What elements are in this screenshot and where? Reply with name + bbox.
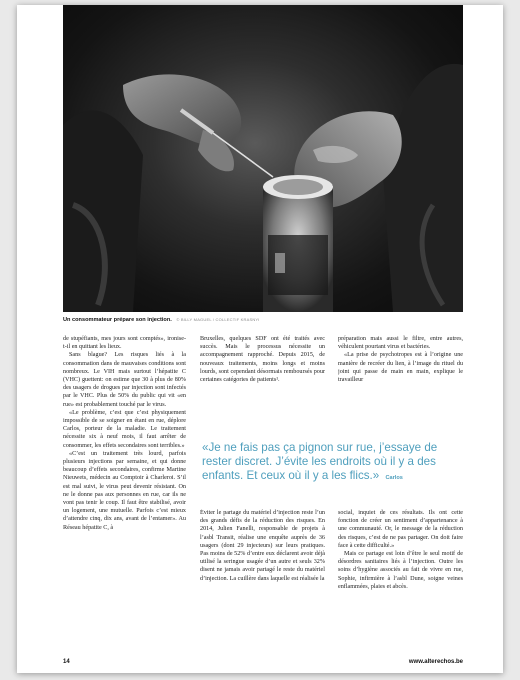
paragraph: Mais ce partage est loin d’être le seul motif de désordres sanitaires liés à l’injection. Outre les soins d’hygiène associés au fait de vivre en rue, Sophie, infirmière à l’asbl Dune, soigne veines enflammées, plaies et abcès. [338, 551, 463, 590]
website-url: www.alterechos.be [408, 659, 463, 665]
pull-quote [202, 441, 464, 485]
paragraph: Sans blague? Les risques liés à la consommation dans de mauvaises conditions sont nombreux. Le VIH mais surtout l’hépatite C (VHC) guettent: on estime que 30 à plus de 80% des usagers de drogues par injection sont infectés par le VHC. Plus de 50% du public qui vit «en rue» est probablement touché par le virus. [63, 352, 186, 408]
pull-quote-author: Carlos [385, 474, 403, 481]
photo-caption [63, 317, 463, 323]
paragraph: «Le problème, c’est que c’est physiquement impossible de se soigner en étant en rue, déplore Carlos, porteur de la maladie. Le traitement nécessite six à neuf mois, il faut arrêter de consommer, les effets secondaires sont terribles.» [63, 409, 186, 449]
text-column-3-lower [338, 509, 463, 639]
paragraph: social, inquiet de ces résultats. Ils ont cette fonction de créer un sentiment d’appartenance à une communauté. Or, le message de la réduction des risques, c’est de ne pas partager. On doit faire face à cette difficulté.» [338, 510, 463, 549]
photo-injection [63, 5, 463, 312]
text-column-3 [338, 335, 463, 435]
paragraph: Bruxelles, quelques SDF ont été traités avec succès. Mais le processus nécessite un accompagnement rapproché. Depuis 2015, de nouveaux traitements, moins longs et moins lourds, sont cependant désormais remboursés pour certaines catégories de patients¹. [200, 336, 325, 384]
text-column-2 [200, 335, 325, 435]
photo-illustration [63, 5, 463, 312]
paragraph: préparation mais aussi le filtre, entre autres, véhiculent pourtant virus et bactéries. [338, 336, 463, 351]
text-column-1 [63, 335, 186, 645]
paragraph: «La prise de psychotropes est à l’origine une manière de recréer du lien, à l’image du rituel du joint qui passe de main en main, explique le travailleur [338, 352, 463, 384]
paragraph: «C’est un traitement très lourd, parfois plusieurs injections par semaine, et qui donne beaucoup d’effets secondaires, confirme Martine Nieuwets, médecin au Comptoir à Charleroi. S’il est mal suivi, le virus peut devenir résistant. On ne le donne pas aux personnes en rue, car ils ne vont pas tenir le coup. Il faut être stabilisé, avoir un logement, une mutuelle. Parfois c’est mieux d’attendre cinq, dix ans, avant de l’entamer». Au Réseau hépatite C, à [63, 450, 186, 531]
photo-credit: © BILLY MAGUEL / COLLECTIF KRASNYI [176, 317, 260, 322]
text-column-2-lower [200, 509, 325, 639]
paragraph: Éviter le partage du matériel d’injection reste l’un des grands défis de la réduction des risques. En 2014, Julien Fanelli, responsable de projets à l’asbl Transit, réalise une enquête auprès de 36 usagers (dont 29 injecteurs) sur leurs pratiques. Pas moins de 52% d’entre eux déclarent avoir déjà utilisé la seringue usagée d’un autre et seuls 32% disent ne jamais avoir partagé le reste du matériel d’injection. La cuillère dans laquelle est réalisée la [200, 510, 325, 582]
magazine-page [17, 5, 503, 673]
page-number: 14 [63, 659, 70, 665]
pull-quote-text: «Je ne fais pas ça pignon sur rue, j’essaye de rester discret. J’évite les endroits où il y a des enfants. Et ceux où il y a les flics.» [202, 441, 438, 482]
caption-text: Un consommateur prépare son injection. [63, 317, 172, 323]
paragraph: de stupéfiants, mes jours sont comptés», ironise-t-il en quittant les lieux. [63, 336, 186, 351]
